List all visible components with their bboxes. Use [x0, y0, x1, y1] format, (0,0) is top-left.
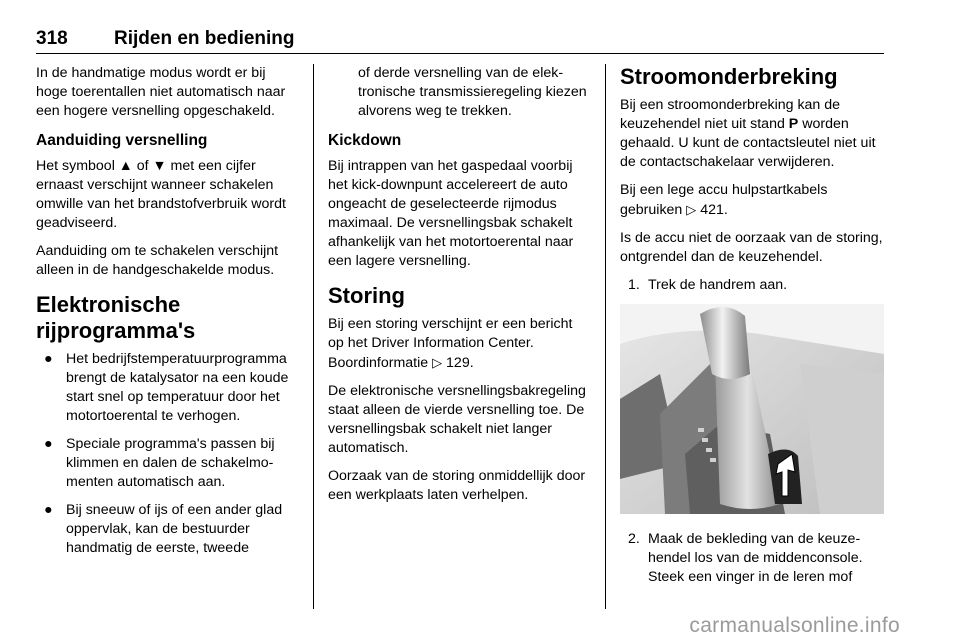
- heading-stroomonderbreking: Stroomonderbreking: [620, 64, 838, 89]
- gear-lever-illustration: [620, 304, 884, 514]
- paragraph: [328, 315, 590, 373]
- gear-position-p: P: [788, 116, 799, 132]
- heading-line: rijprogramma's: [36, 318, 196, 343]
- bullet-icon: ●: [44, 502, 53, 518]
- paragraph: In de handmatige modus wordt er bij hoge toerentallen niet automatisch naar een hogere versnelling opgeschakeld.: [36, 65, 286, 119]
- page-number: 318: [36, 28, 68, 49]
- text: Bij een storing verschijnt er een bericht op het Driver Information Center. Boordinformatie: [328, 316, 573, 371]
- column-middle: [328, 64, 590, 514]
- list-item-text: Het bedrijfstemperatuurprogramma brengt de katalysator na een koude start snel op temperatuur door het motortoerental te verhogen.: [66, 351, 289, 424]
- text: Bij een stroomonderbreking kan de keuzehendel niet uit stand: [620, 97, 841, 132]
- step-text: Maak de bekleding van de keuzehendel los van de middenconsole. Steek een vinger in de leren mof: [648, 531, 863, 585]
- chapter-title: Rijden en bediening: [114, 28, 295, 49]
- paragraph: [620, 181, 884, 220]
- list-item-text: Speciale programma's passen bij klimmen en dalen de schakelmomenten automatisch aan.: [66, 436, 275, 490]
- heading-aanduiding-versnelling: Aanduiding versnelling: [36, 132, 208, 149]
- text: Bij een lege accu hulpstartkabels gebruiken: [620, 182, 828, 218]
- list-item: [620, 530, 884, 587]
- step-number: 1.: [628, 277, 640, 293]
- heading-line: Elektronische: [36, 292, 181, 317]
- paragraph: Bij intrappen van het gaspedaal voorbij het kick-downpunt accelereert de auto ongeacht de geselecteerde rijmodus maximaal. De versnellingsbak schakelt afhankelijk van het motortoerental naar een lagere versnelling.: [328, 158, 574, 269]
- paragraph: [620, 96, 884, 172]
- paragraph: Oorzaak van de storing onmiddellijk door een werkplaats laten verhelpen.: [328, 468, 586, 503]
- column-divider: [605, 64, 606, 609]
- step-text: Trek de handrem aan.: [648, 277, 788, 293]
- bullet-icon: ●: [44, 436, 53, 452]
- text: 129.: [442, 355, 474, 371]
- list-item: [36, 435, 298, 492]
- heading-storing: Storing: [328, 283, 405, 308]
- column-left: [36, 64, 298, 567]
- list-item-text: Bij sneeuw of ijs of een ander glad oppervlak, kan de bestuurder handmatig de eerste, tweede: [66, 502, 283, 556]
- heading-elektronische-rijprogrammas: [36, 292, 298, 344]
- bullet-icon: ●: [44, 351, 53, 367]
- page-reference-icon: ▷: [686, 202, 697, 217]
- list-item: [620, 276, 884, 295]
- page-reference-icon: ▷: [432, 355, 443, 370]
- step-number: 2.: [628, 531, 640, 547]
- gear-lever-image: [620, 304, 884, 514]
- column-right: [620, 64, 884, 596]
- text: worden gehaald. U kunt de contactsleutel niet uit de contactschakelaar verwijderen.: [620, 116, 876, 170]
- paragraph: Het symbool ▲ of ▼ met een cijfer ernaast verschijnt wanneer schakelen omwille van het brandstofverbruik wordt geadviseerd.: [36, 158, 286, 231]
- page-header: [36, 27, 884, 54]
- paragraph: of derde versnelling van de elektronische transmissieregeling kiezen alvorens weg te trekken.: [358, 65, 587, 119]
- list-item: [36, 501, 298, 558]
- column-divider: [313, 64, 314, 609]
- text: 421.: [696, 202, 728, 218]
- paragraph: De elektronische versnellingsbakregeling staat alleen de vierde versnelling toe. De versnellingsbak schakelt niet langer automatisch.: [328, 383, 586, 456]
- watermark: carmanualsonline.info: [689, 614, 900, 637]
- paragraph: Is de accu niet de oorzaak van de storing, ontgrendel dan de keuzehendel.: [620, 230, 883, 265]
- paragraph: Aanduiding om te schakelen verschijnt alleen in de handgeschakelde modus.: [36, 243, 279, 278]
- heading-kickdown: Kickdown: [328, 132, 402, 149]
- list-item: [36, 350, 298, 426]
